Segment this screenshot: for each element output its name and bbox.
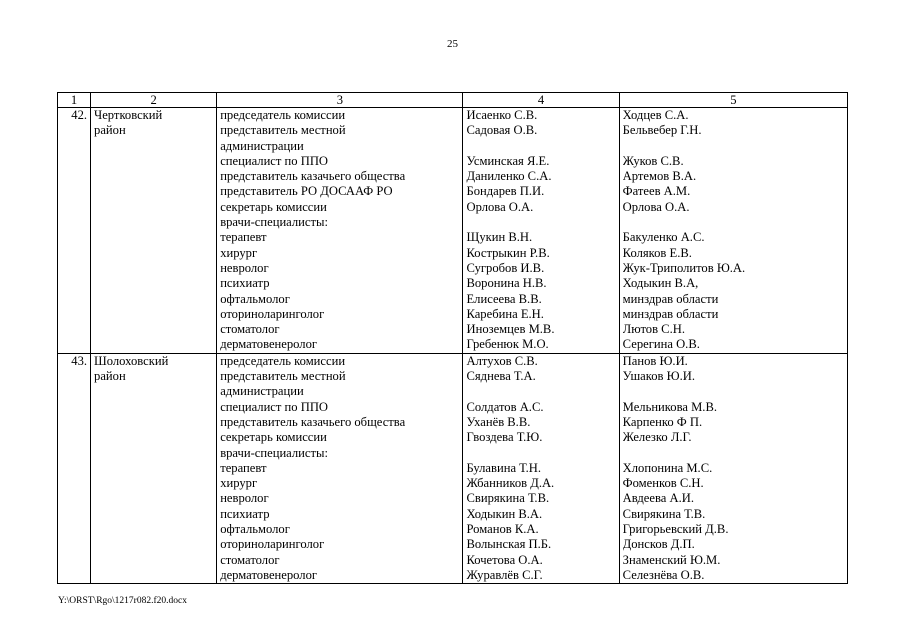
reserve-name: Фоменков С.Н. — [622, 476, 704, 491]
reserve-name: Карпенко Ф П. — [622, 414, 703, 429]
column-header-2: 2 — [91, 93, 217, 108]
role-line: специалист по ППО — [220, 399, 329, 414]
role-line: невролог — [220, 260, 269, 275]
reserve-name — [623, 139, 844, 154]
member-name: Иноземцев М.В. — [466, 322, 555, 337]
role-line: стоматолог — [220, 322, 280, 337]
reserve-name: Григорьевский Д.В. — [622, 522, 729, 537]
reserve-name — [623, 215, 844, 230]
member-name: Кострыкин Р.В. — [466, 245, 550, 260]
member-name: Усминская Я.Е. — [466, 153, 550, 168]
member-name: Гребенюк М.О. — [466, 337, 549, 352]
role-line: хирург — [220, 476, 258, 491]
role-line: оториноларинголог — [220, 537, 325, 552]
reserve-name: Селезнёва О.В. — [622, 567, 705, 582]
member-name: Орлова О.А. — [466, 199, 534, 214]
member-name — [466, 384, 615, 399]
reserve-name: Ходыкин В.А, — [622, 276, 699, 291]
member-name: Бондарев П.И. — [466, 184, 545, 199]
reserve-name: Фатеев А.М. — [622, 184, 691, 199]
district-line: район — [94, 123, 126, 138]
member-name: Сяднева Т.А. — [466, 369, 536, 384]
page-number: 25 — [447, 38, 458, 50]
reserve-cell — [619, 108, 847, 354]
member-name: Жбанников Д.А. — [466, 476, 555, 491]
role-line: офтальмолог — [220, 522, 290, 537]
column-header-1: 1 — [58, 93, 91, 108]
role-line: администрации — [220, 138, 304, 153]
commission-table — [57, 92, 848, 584]
role-line: психиатр — [220, 276, 270, 291]
column-header-4: 4 — [463, 93, 619, 108]
member-name: Свирякина Т.В. — [466, 491, 550, 506]
role-line: дерматовенеролог — [220, 337, 318, 352]
reserve-name: Ушаков Ю.И. — [622, 369, 695, 384]
member-name: Каребина Е.Н. — [466, 306, 544, 321]
reserve-name: Донсков Д.П. — [622, 537, 695, 552]
reserve-name: Серегина О.В. — [622, 337, 700, 352]
reserve-name: Бакуленко А.С. — [622, 230, 705, 245]
role-line: представитель казачьего общества — [220, 169, 406, 184]
member-name: Гвоздева Т.Ю. — [466, 430, 543, 445]
role-line: психиатр — [220, 506, 270, 521]
role-line: стоматолог — [220, 552, 280, 567]
role-line: дерматовенеролог — [220, 567, 318, 582]
district-line: Чертковский — [94, 108, 163, 122]
reserve-name: Ходцев С.А. — [622, 108, 689, 122]
reserve-name: минздрав области — [622, 291, 719, 306]
role-line: представитель РО ДОСААФ РО — [220, 184, 393, 199]
role-line: секретарь комиссии — [220, 199, 327, 214]
member-name: Ходыкин В.А. — [466, 506, 543, 521]
role-line: врачи-специалисты: — [220, 215, 328, 230]
reserve-name: Орлова О.А. — [622, 199, 690, 214]
member-name: Даниленко С.А. — [466, 169, 552, 184]
member-name: Волынская П.Б. — [466, 537, 552, 552]
row-number: 42. — [58, 108, 91, 354]
role-line: хирург — [220, 245, 258, 260]
reserve-name: Панов Ю.И. — [622, 353, 688, 368]
reserve-name: Свирякина Т.В. — [622, 506, 706, 521]
reserve-cell — [619, 353, 847, 583]
member-name: Кочетова О.А. — [466, 552, 543, 567]
column-header-3: 3 — [217, 93, 463, 108]
role-line: офтальмолог — [220, 291, 290, 306]
member-name — [466, 215, 615, 230]
row-number: 43. — [58, 353, 91, 583]
column-header-5: 5 — [619, 93, 847, 108]
table-row — [58, 108, 848, 354]
role-line: представитель местной — [220, 369, 346, 384]
role-cell — [217, 108, 463, 354]
member-name: Елисеева В.В. — [466, 291, 542, 306]
member-name — [466, 446, 615, 461]
member-name: Воронина Н.В. — [466, 276, 547, 291]
role-line: оториноларинголог — [220, 306, 325, 321]
reserve-name: Бельвебер Г.Н. — [622, 123, 702, 138]
reserve-name: Артемов В.А. — [622, 169, 697, 184]
role-line: специалист по ППО — [220, 153, 329, 168]
reserve-name: Жуков С.В. — [622, 153, 684, 168]
member-name: Садовая О.В. — [466, 123, 538, 138]
member-name: Солдатов А.С. — [466, 399, 544, 414]
role-cell — [217, 353, 463, 583]
member-name — [466, 139, 615, 154]
role-line: врачи-специалисты: — [220, 445, 328, 460]
table-body — [58, 108, 848, 584]
member-name: Сугробов И.В. — [466, 260, 545, 275]
role-line: терапевт — [220, 460, 267, 475]
district-cell — [91, 108, 217, 354]
reserve-name: Знаменский Ю.М. — [622, 552, 721, 567]
district-cell — [91, 353, 217, 583]
reserve-name: Хлопонина М.С. — [622, 460, 713, 475]
reserve-name — [623, 384, 844, 399]
member-name: Исаенко С.В. — [466, 108, 538, 122]
member-cell — [463, 353, 619, 583]
member-name: Журавлёв С.Г. — [466, 567, 543, 582]
reserve-name: минздрав области — [622, 306, 719, 321]
role-line: секретарь комиссии — [220, 430, 327, 445]
district-line: район — [94, 369, 126, 384]
reserve-name: Авдеева А.И. — [622, 491, 694, 506]
member-cell — [463, 108, 619, 354]
reserve-name: Железко Л.Г. — [622, 430, 692, 445]
reserve-name: Коляков Е.В. — [622, 245, 692, 260]
header-row — [58, 93, 848, 108]
role-line: терапевт — [220, 230, 267, 245]
reserve-name: Мельникова М.В. — [622, 399, 717, 414]
role-line: администрации — [220, 384, 304, 399]
role-line: невролог — [220, 491, 269, 506]
member-name: Уханёв В.В. — [466, 414, 531, 429]
table-row — [58, 353, 848, 583]
member-name: Щукин В.Н. — [466, 230, 533, 245]
member-name: Алтухов С.В. — [466, 353, 538, 368]
role-line: представитель местной — [220, 123, 346, 138]
district-line: Шолоховский — [94, 353, 169, 368]
member-name: Булавина Т.Н. — [466, 460, 542, 475]
footer-file-path: Y:\ORST\Rgo\1217r082.f20.docx — [58, 596, 187, 606]
reserve-name — [623, 446, 844, 461]
role-line: представитель казачьего общества — [220, 414, 406, 429]
reserve-name: Лютов С.Н. — [622, 322, 685, 337]
member-name: Романов К.А. — [466, 522, 539, 537]
role-line: председатель комиссии — [220, 353, 346, 368]
role-line: председатель комиссии — [220, 108, 346, 122]
reserve-name: Жук-Триполитов Ю.А. — [622, 260, 746, 275]
